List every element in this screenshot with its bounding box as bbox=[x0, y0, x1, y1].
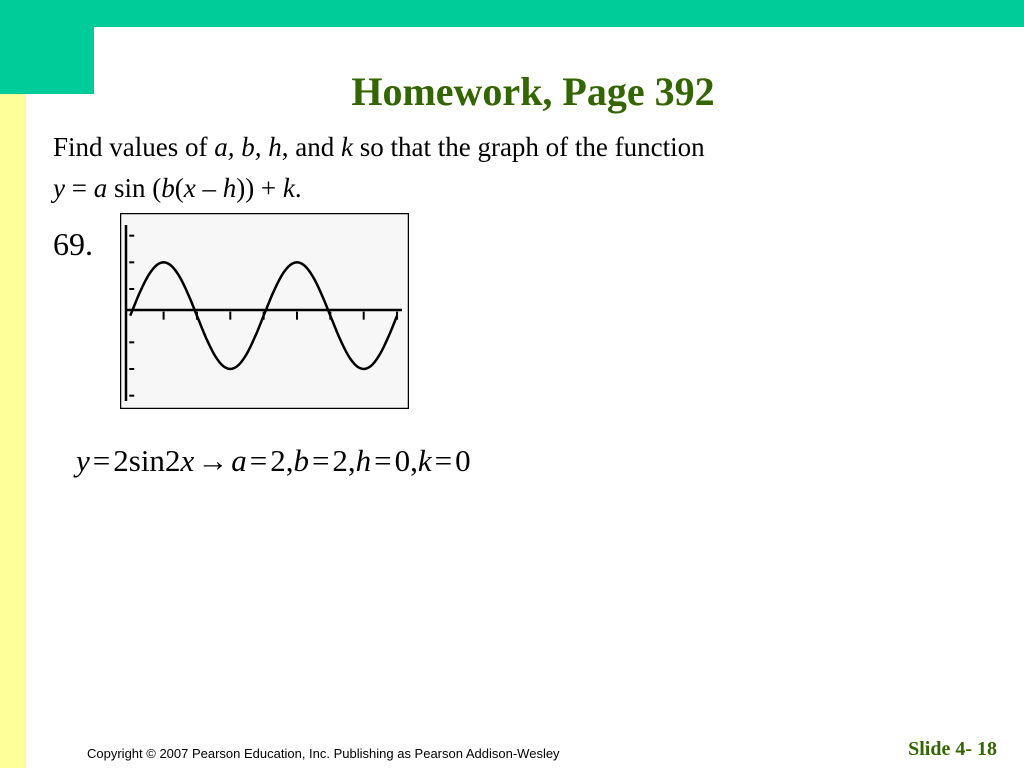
ans-arrow: → bbox=[197, 443, 229, 478]
answer-equation bbox=[76, 441, 471, 481]
ans-eq: = bbox=[311, 443, 330, 478]
ans-k: k bbox=[417, 443, 432, 478]
eq-text: )) + bbox=[236, 173, 283, 203]
calculator-graph bbox=[120, 213, 409, 409]
ans-val-a: 2, bbox=[270, 443, 294, 478]
ans-eq: = bbox=[374, 443, 392, 478]
eq-a: a bbox=[93, 173, 108, 203]
eq-h: h bbox=[222, 173, 237, 203]
ans-num: 2 bbox=[164, 443, 181, 478]
eq-text: = bbox=[64, 173, 94, 203]
var-h: h bbox=[268, 132, 282, 162]
ans-h: h bbox=[355, 443, 372, 478]
eq-text: ( bbox=[174, 173, 184, 203]
eq-k: k bbox=[282, 173, 295, 203]
ans-val-k: 0 bbox=[455, 443, 471, 478]
side-accent-bar bbox=[0, 94, 26, 768]
ans-y: y bbox=[76, 443, 90, 478]
eq-text: . bbox=[294, 173, 302, 203]
ans-eq: = bbox=[434, 443, 453, 478]
ans-sin: sin bbox=[128, 443, 165, 478]
eq-y: y bbox=[53, 173, 65, 203]
prompt-text: Find values of bbox=[53, 132, 215, 162]
ans-eq: = bbox=[249, 443, 268, 478]
prompt-text: so that the graph of the function bbox=[352, 132, 705, 162]
prompt-line-1 bbox=[53, 131, 705, 163]
ans-val-h: 0, bbox=[394, 443, 418, 478]
ans-x: x bbox=[180, 443, 195, 478]
top-accent-bar bbox=[0, 0, 1024, 27]
slide-title: Homework, Page 392 bbox=[351, 69, 715, 114]
eq-x: x bbox=[183, 173, 196, 203]
slide-number: Slide 4- 18 bbox=[908, 738, 997, 760]
ans-val-b: 2, bbox=[332, 443, 356, 478]
copyright-footer: Copyright © 2007 Pearson Education, Inc. Publishing as Pearson Addison-Wesley bbox=[87, 746, 560, 761]
ans-b: b bbox=[293, 443, 309, 478]
eq-b: b bbox=[161, 173, 175, 203]
ans-eq: = bbox=[92, 443, 111, 478]
var-k: k bbox=[340, 132, 353, 162]
ans-a: a bbox=[231, 443, 247, 478]
eq-text: sin ( bbox=[107, 173, 162, 203]
var-a: a, bbox=[214, 132, 235, 162]
eq-text: – bbox=[195, 173, 223, 203]
prompt-line-2 bbox=[53, 172, 302, 204]
problem-number: 69. bbox=[53, 226, 93, 262]
prompt-text: , and bbox=[281, 132, 341, 162]
ans-num: 2 bbox=[113, 443, 129, 478]
var-b: b, bbox=[241, 132, 262, 162]
